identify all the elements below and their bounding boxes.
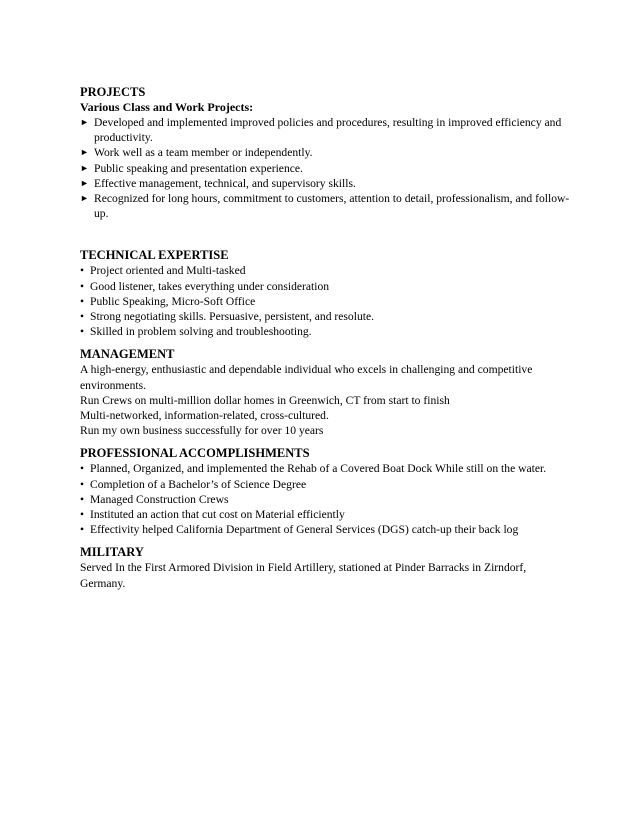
list-item-text: Effective management, technical, and supervisory skills. [94,176,356,190]
list-item-text: Public speaking and presentation experience. [94,161,303,175]
bullet-icon: ► [80,193,89,204]
list-item [80,324,570,339]
list-item-text: Managed Construction Crews [90,492,229,506]
section-title: TECHNICAL EXPERTISE [80,248,229,263]
bullet-icon: • [80,264,85,278]
bullet-icon: • [80,477,85,491]
bullet-icon: ► [80,177,89,188]
list-item-text: Public Speaking, Micro-Soft Office [90,294,256,308]
bullet-icon: ► [80,162,89,173]
list-item-text: Developed and implemented improved policies and procedures, resulting in improved efficiency and productivity. [94,116,562,145]
list-item-text: Project oriented and Multi-tasked [90,264,246,278]
bullet-icon: • [80,523,85,537]
bullet-icon: • [80,462,85,476]
section-title: MILITARY [80,545,144,560]
list-item [80,477,570,492]
list-item-text: Planned, Organized, and implemented the Rehab of a Covered Boat Dock While still on the water. [90,462,547,476]
list-item-text: Effectivity helped California Department of General Services (DGS) catch-up their back log [90,523,519,537]
management-line: Run Crews on multi-million dollar homes in Greenwich, CT from start to finish [80,393,450,407]
accomplishments-section [80,445,570,537]
management-line: Run my own business successfully for over 10 years [80,424,324,438]
military-text: Served In the First Armored Division in Field Artillery, stationed at Pinder Barracks in Zirndorf, Germany. [80,561,527,590]
bullet-icon: • [80,294,85,308]
list-item [80,145,570,160]
list-item [80,522,570,537]
section-title: PROJECTS [80,85,146,99]
list-item [80,461,570,476]
bullet-icon: ► [80,147,89,158]
bullet-icon: ► [80,117,89,127]
list-item [80,279,570,294]
military-section [80,544,570,590]
list-item-text: Good listener, takes everything under consideration [90,279,330,293]
list-item-text: Skilled in problem solving and troubleshooting. [90,325,312,339]
list-item [80,161,570,176]
bullet-icon: • [80,325,85,339]
management-line: A high-energy, enthusiastic and dependable individual who excels in challenging and competitive environments. [80,363,533,392]
section-title: PROFESSIONAL ACCOMPLISHMENTS [80,446,310,461]
list-item [80,191,570,221]
projects-list [80,115,570,221]
list-item [80,263,570,278]
bullet-icon: • [80,492,85,506]
bullet-icon: • [80,508,85,522]
resume-content [80,84,570,591]
list-item-text: Strong negotiating skills. Persuasive, persistent, and resolute. [90,310,375,324]
list-item [80,176,570,191]
section-title: MANAGEMENT [80,347,175,362]
bullet-icon: • [80,279,85,293]
list-item [80,294,570,309]
technical-expertise-section [80,247,570,339]
list-item-text: Work well as a team member or independently. [94,146,313,160]
list-item [80,507,570,522]
projects-section [80,84,570,221]
section-subtitle: Various Class and Work Projects: [80,100,254,114]
list-item-text: Completion of a Bachelor’s of Science Degree [90,477,307,491]
management-line: Multi-networked, information-related, cross-cultured. [80,409,329,423]
accomplishments-list [80,461,570,537]
bullet-icon: • [80,310,85,324]
management-section [80,346,570,438]
list-item [80,492,570,507]
technical-list [80,263,570,339]
list-item-text: Recognized for long hours, commitment to customers, attention to detail, professionalism, and follow-up. [94,192,570,221]
list-item [80,309,570,324]
list-item-text: Instituted an action that cut cost on Material efficiently [90,508,345,522]
list-item [80,115,570,145]
